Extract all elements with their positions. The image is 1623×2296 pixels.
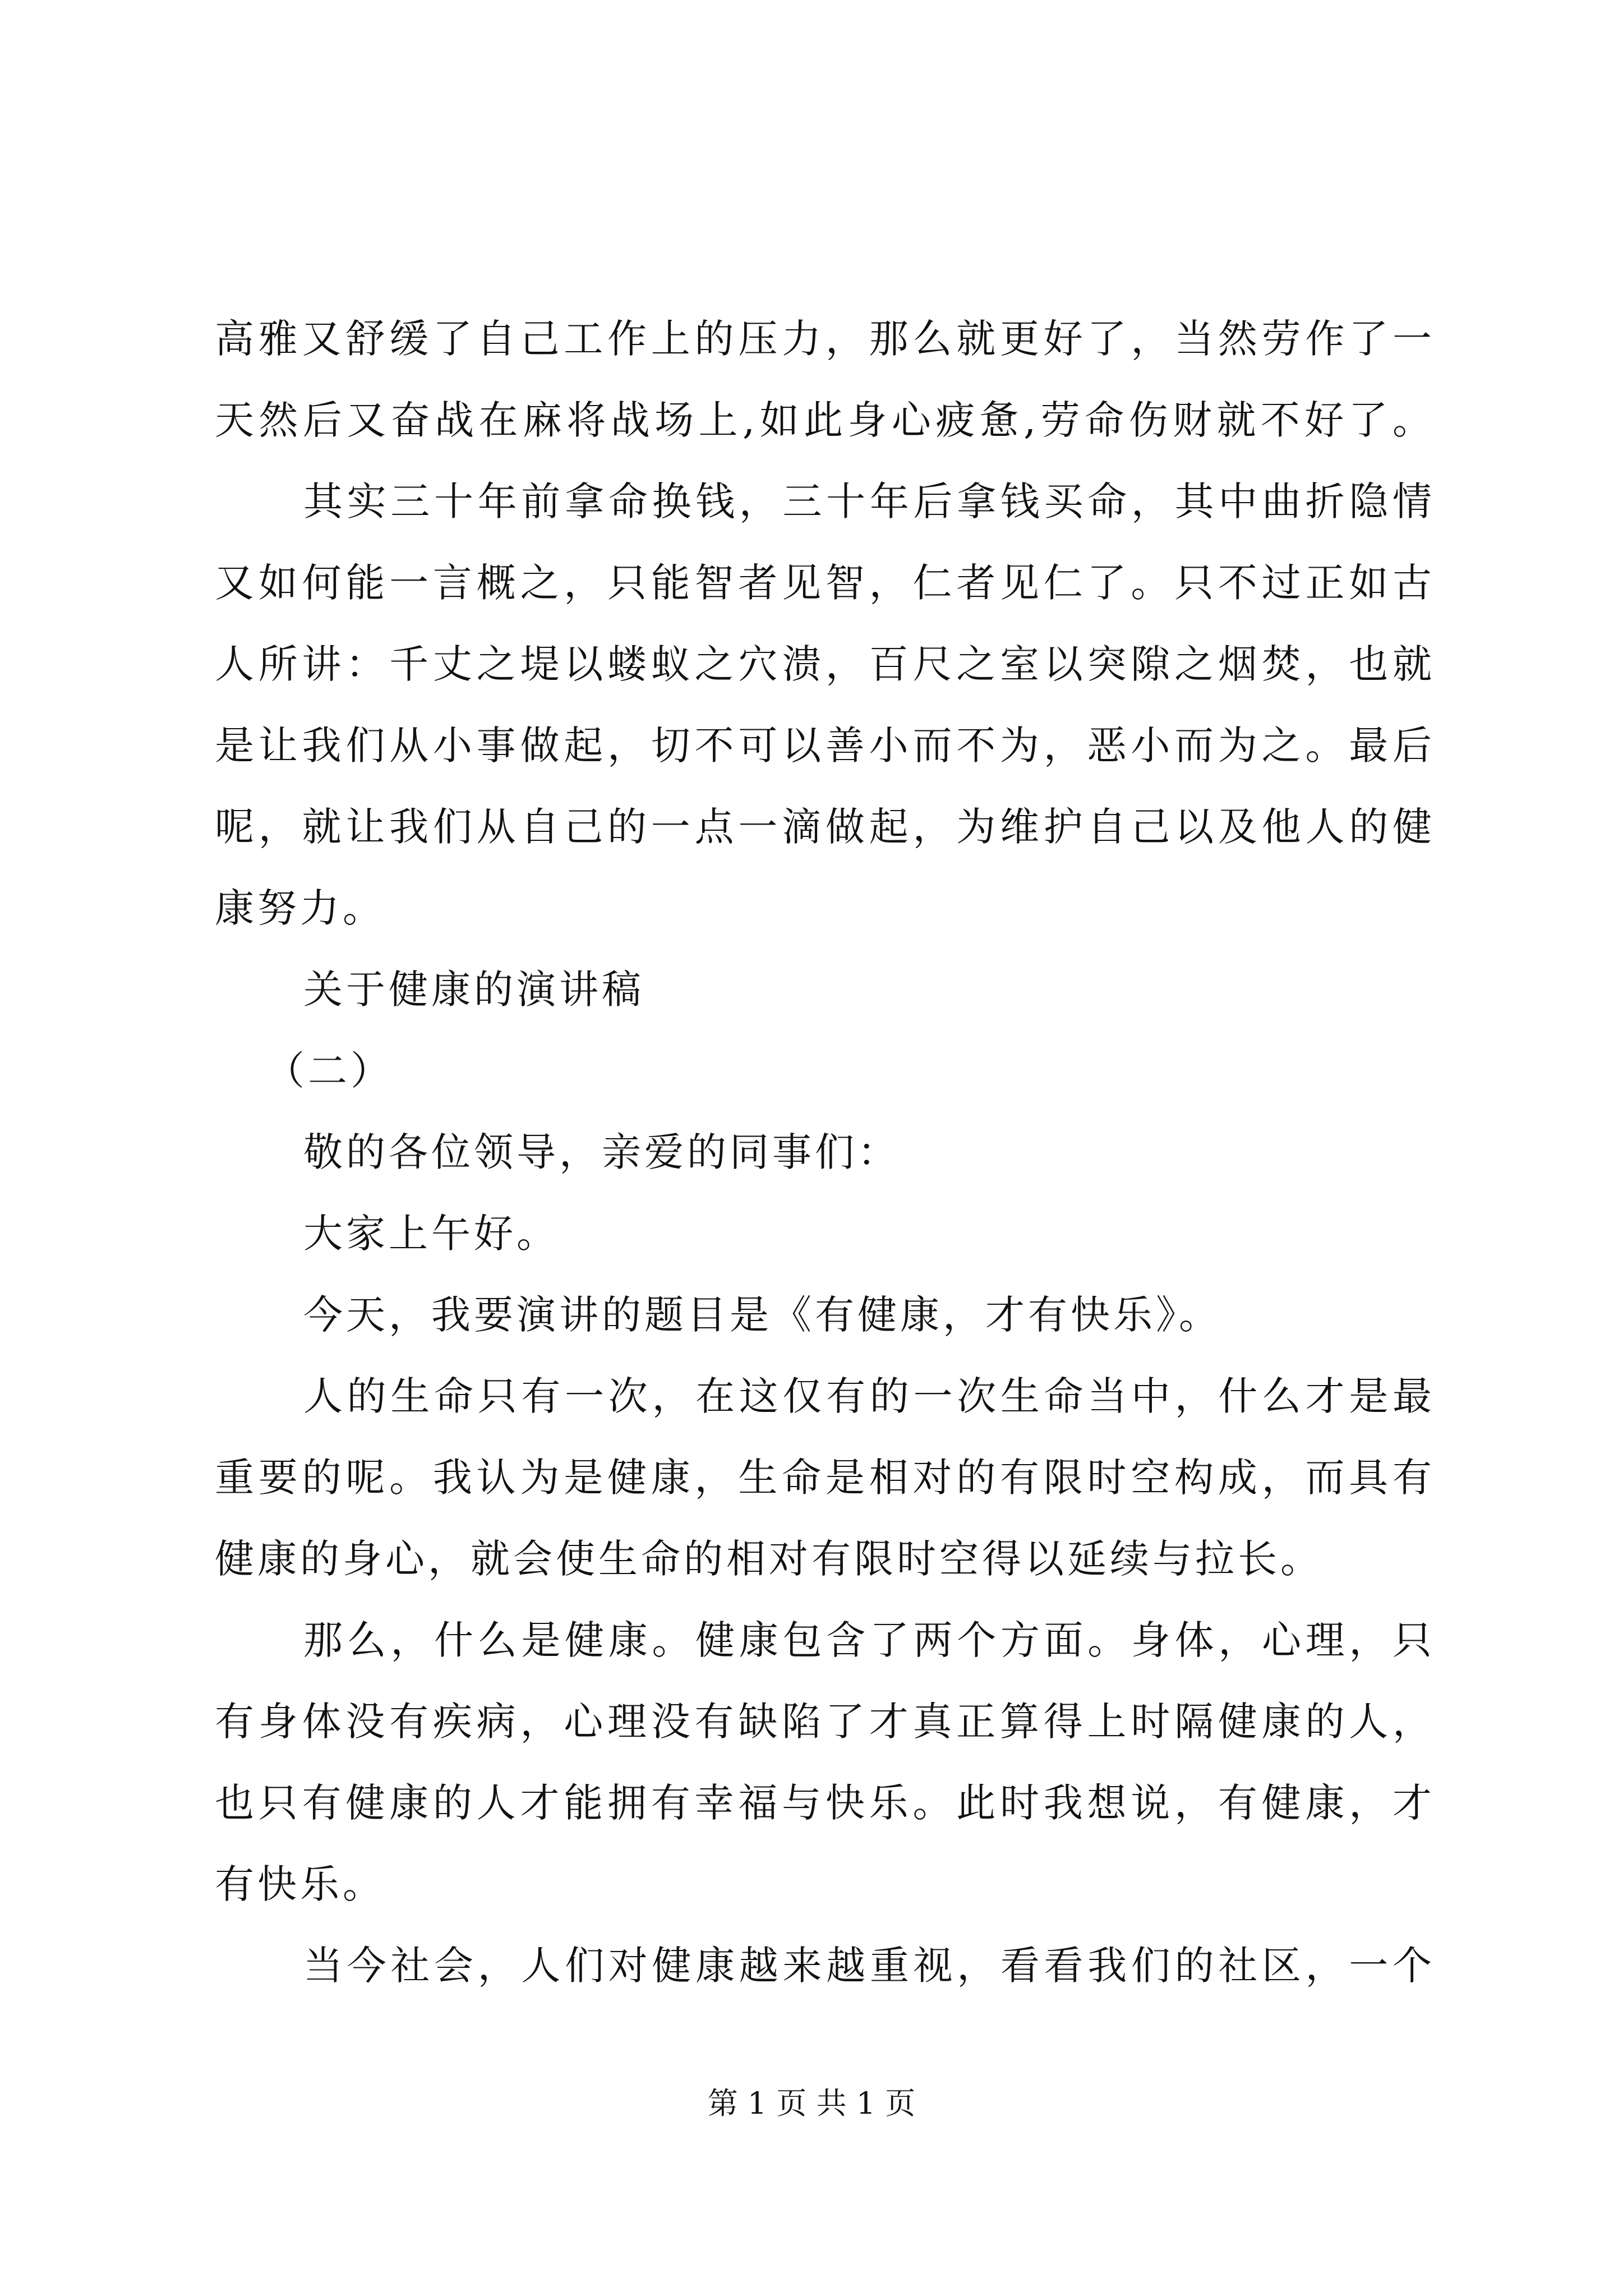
section-title: 关于健康的演讲稿	[303, 967, 644, 1013]
text-line-6: 是让我们从小事做起，切不可以善小而不为，恶小而为之。最后	[215, 723, 1432, 769]
text-line-8: 康努力。	[215, 885, 385, 931]
text-line-18: 有身体没有疾病，心理没有缺陷了才真正算得上时隔健康的人，	[215, 1699, 1432, 1745]
text-line-14: 人的生命只有一次，在这仅有的一次生命当中，什么才是最	[303, 1373, 1432, 1419]
text-line-2: 天然后又奋战在麻将战场上,如此身心疲惫,劳命伤财就不好了。	[215, 397, 1432, 443]
text-line-7: 呢，就让我们从自己的一点一滴做起，为维护自己以及他人的健	[215, 804, 1432, 850]
text-line-19: 也只有健康的人才能拥有幸福与快乐。此时我想说，有健康，才	[215, 1780, 1432, 1826]
page-footer: 第 1 页 共 1 页	[707, 2086, 916, 2121]
salutation: 敬的各位领导，亲爱的同事们：	[303, 1129, 900, 1175]
text-line-17: 那么，什么是健康。健康包含了两个方面。身体，心理，只	[303, 1617, 1432, 1663]
text-line-3: 其实三十年前拿命换钱，三十年后拿钱买命，其中曲折隐情	[303, 478, 1432, 524]
greeting: 大家上午好。	[303, 1211, 559, 1257]
text-line-15: 重要的呢。我认为是健康，生命是相对的有限时空构成，而具有	[215, 1455, 1432, 1501]
text-line-16: 健康的身心，就会使生命的相对有限时空得以延续与拉长。	[215, 1536, 1323, 1582]
text-line-20: 有快乐。	[215, 1861, 385, 1907]
speech-topic: 今天，我要演讲的题目是《有健康，才有快乐》。	[303, 1292, 1221, 1338]
section-number: （二）	[265, 1048, 393, 1094]
text-line-21: 当今社会，人们对健康越来越重视，看看我们的社区，一个	[303, 1943, 1432, 1989]
document-body	[215, 298, 1432, 2007]
text-line-4: 又如何能一言概之，只能智者见智，仁者见仁了。只不过正如古	[215, 560, 1432, 606]
text-line-5: 人所讲：千丈之堤以蝼蚁之穴溃，百尺之室以突隙之烟焚，也就	[215, 641, 1432, 687]
text-line-1: 高雅又舒缓了自己工作上的压力，那么就更好了，当然劳作了一	[215, 316, 1432, 362]
